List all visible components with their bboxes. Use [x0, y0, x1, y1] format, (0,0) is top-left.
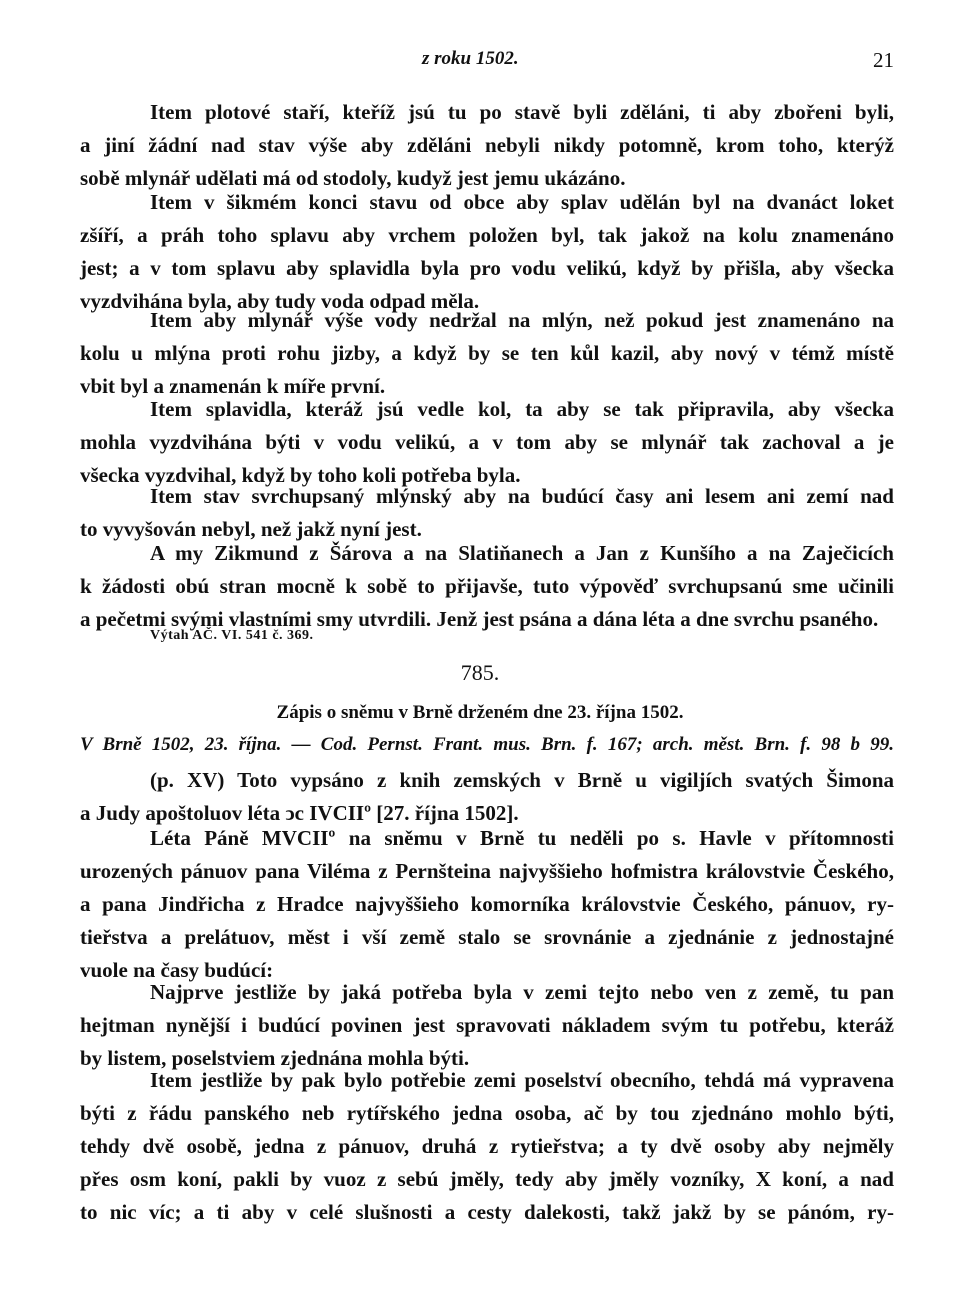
source-reference: Výtah AČ. VI. 541 č. 369. [150, 628, 314, 643]
text-line: by listem, poselstviem zjednána mohla býti. [80, 1046, 470, 1070]
paragraph [80, 1064, 894, 1229]
text-line: a jiní žádní nad stav výše aby zděláni nebyli nikdy potomně, krom toho, kterýž [80, 133, 894, 157]
paragraph [80, 96, 894, 195]
text-line: Léta Páně MVCIIº na sněmu v Brně tu neděli po s. Havle v přítomnosti [150, 826, 894, 850]
paragraph [80, 537, 894, 636]
text-line: a Judy apoštoluov léta ↄc IVCIIº [27. října 1502]. [80, 801, 519, 825]
running-header-title: z roku 1502. [422, 48, 519, 69]
text-line: to vyvyšován nebyl, než jakž nyní jest. [80, 517, 422, 541]
text-line: k žádosti obú stran mocně k sobě to přijavše, tuto výpověď svrchupsanú sme učinili [80, 574, 894, 598]
text-line: hejtman nynější i budúcí povinen jest spravovati nákladem svým tu potřebu, kteráž [80, 1013, 894, 1037]
text-line: zšíří, a práh toho splavu aby vrchem položen byl, tak jakož na kolu znamenáno [80, 223, 894, 247]
text-line: vyzdvihána byla, aby tudy voda odpad měla. [80, 289, 480, 313]
page-number: 21 [873, 48, 894, 72]
text-line: Item plotové staří, kteříž jsú tu po stavě byli zděláni, ti aby zbořeni byli, [150, 100, 894, 124]
document-number: 785. [460, 660, 500, 685]
text-line: jest; a v tom splavu aby splavidla byla pro vodu velikú, když by přišla, aby všecka [80, 256, 894, 280]
paragraph [80, 764, 894, 830]
text-line: a pečetmi svými vlastními smy utvrdili. Jenž jest psána a dána léta a dne svrchu psaného. [80, 607, 879, 631]
text-line: A my Zikmund z Šárova a na Slatiňanech a Jan z Kunšího a na Zaječicích [150, 541, 894, 565]
document-heading: Zápis o sněmu v Brně drženém dne 23. října 1502. [276, 702, 684, 723]
text-line: Najprve jestliže by jaká potřeba byla v zemi tejto nebo ven z země, tu pan [150, 980, 894, 1004]
text-line: Item splavidla, kteráž jsú vedle kol, ta aby se tak připravila, aby všecka [150, 397, 894, 421]
paragraph [80, 822, 894, 987]
text-line: Item jestliže by pak bylo potřebie zemi poselství obecního, tehdá má vypravena [150, 1068, 894, 1092]
text-line: sobě mlynář udělati má od stodoly, kudyž jest jemu ukázáno. [80, 166, 626, 190]
paragraph [80, 304, 894, 403]
text-line: Item stav svrchupsaný mlýnský aby na budúcí časy ani lesem ani zemí nad [150, 484, 894, 508]
text-line: a pana Jindřicha z Hradce najvyššieho komorníka královstvie Českého, pánuov, ry- [80, 892, 894, 916]
text-line: Item v šikmém konci stavu od obce aby splav udělán byl na dvanáct loket [150, 190, 894, 214]
text-line: vuole na časy budúcí: [80, 958, 274, 982]
text-line: přes osm koní, pakli by vuoz z sebú jměly, tedy aby jměly vozníky, X koní, a nad [80, 1167, 894, 1191]
text-line: to nic víc; a ti aby v celé slušnosti a cesty dalekosti, takž jakž by se pánóm, ry- [80, 1200, 894, 1224]
text-line: (p. XV) Toto vypsáno z knih zemských v Brně u vigiljích svatých Šimona [150, 768, 894, 792]
text-line: všecka vyzdvihal, když by toho koli potřeba byla. [80, 463, 521, 487]
paragraph [80, 976, 894, 1075]
text-line: tehdy dvě osobě, jedna z pánuov, druhá z rytieřstva; a ty dvě osoby aby nejměly [80, 1134, 894, 1158]
text-line: Item aby mlynář výše vody nedržal na mlýn, než pokud jest znamenáno na [150, 308, 894, 332]
paragraph [80, 393, 894, 492]
text-line: urozených pánuov pana Viléma z Pernšteina najvyššieho hofmistra královstvie Českého, [80, 859, 894, 883]
paragraph [80, 186, 894, 318]
text-line: býti z řádu panského neb rytířského jedna osoba, ač by tou zjednáno mohlo býti, [80, 1101, 894, 1125]
text-line: kolu u mlýna proti rohu jizby, a když by se ten kůl kazil, aby nový v témž místě [80, 341, 894, 365]
text-line: tieřstva a prelátuov, měst i vší země stalo se srovnánie a zjednánie z jednostajné [80, 925, 894, 949]
text-line: vbit byl a znamenán k míře první. [80, 374, 386, 398]
document-source: V Brně 1502, 23. října. — Cod. Pernst. Frant. mus. Brn. f. 167; arch. měst. Brn. f. 98 b 99. [80, 734, 894, 755]
text-line: mohla vyzdvihána býti v vodu velikú, a v tom aby se mlynář tak zachoval a je [80, 430, 894, 454]
